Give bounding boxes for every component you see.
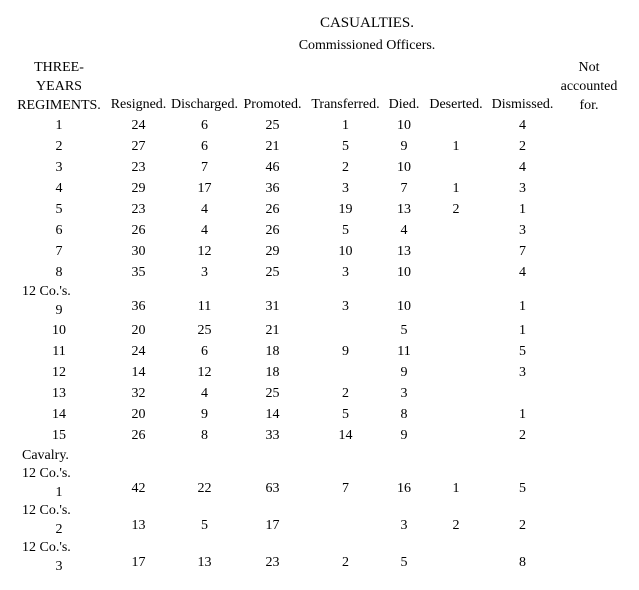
regiment-cell [12,362,106,383]
transferred-cell: 3 [342,299,349,314]
table-row [12,465,621,502]
regiment-cell [12,502,106,539]
regiment-number: 13 [52,386,66,401]
regiment-cell [12,115,106,136]
died-cell: 9 [400,139,408,154]
table-row [12,283,621,320]
deserted-cell [424,157,488,178]
promoted-cell: 46 [265,160,280,175]
not-accounted-cell [557,539,621,576]
dismissed-cell: 1 [519,323,526,338]
died-cell: 10 [397,299,411,314]
regiment-cell [12,157,106,178]
dismissed-cell: 1 [519,202,526,217]
died-cell: 5 [400,323,408,338]
discharged-cell: 3 [201,265,208,280]
dismissed-cell: 3 [519,223,526,238]
discharged-cell: 7 [201,160,208,175]
header-discharged: Discharged. [171,97,238,112]
regiment-cell [12,465,106,502]
transferred-cell: 5 [342,139,349,154]
header-deserted: Deserted. [429,97,483,112]
transferred-cell: 2 [342,160,349,175]
deserted-cell [424,283,488,320]
companies-label: 12 Co.'s. [22,466,71,481]
deserted-cell: 1 [452,481,460,496]
table-row [12,220,621,241]
promoted-cell: 23 [265,555,280,570]
resigned-cell: 36 [131,299,146,314]
discharged-cell: 9 [201,407,208,422]
discharged-cell: 6 [201,344,208,359]
regiment-cell [12,425,106,446]
promoted-cell: 21 [265,139,280,154]
not-accounted-cell [557,465,621,502]
promoted-cell: 17 [265,518,280,533]
died-cell: 10 [397,265,411,280]
promoted-cell: 14 [265,407,280,422]
table-row [12,539,621,576]
died-cell: 4 [400,223,408,238]
promoted-cell: 29 [265,244,280,259]
died-cell: 10 [397,160,411,175]
dismissed-cell: 4 [519,160,526,175]
deserted-cell [424,241,488,262]
deserted-cell [424,341,488,362]
died-cell: 3 [400,386,408,401]
promoted-cell: 31 [265,299,280,314]
resigned-cell: 17 [131,555,146,570]
discharged-cell: 8 [201,428,208,443]
transferred-cell: 7 [342,481,349,496]
transferred-cell: 1 [342,118,349,133]
not-accounted-cell [557,362,621,383]
regiment-number: 3 [55,559,63,574]
deserted-cell [424,383,488,404]
not-accounted-cell [557,220,621,241]
discharged-cell: 4 [201,386,208,401]
deserted-cell [424,115,488,136]
transferred-cell: 19 [338,202,353,217]
died-cell: 3 [400,518,408,533]
discharged-cell: 11 [197,299,212,314]
promoted-cell: 36 [265,181,280,196]
table-row [12,178,621,199]
deserted-cell [424,320,488,341]
table-row [12,115,621,136]
discharged-cell: 17 [197,181,212,196]
regiment-number: 7 [55,244,63,259]
regiment-number: 14 [52,407,66,422]
table-row [12,262,621,283]
not-accounted-cell [557,383,621,404]
resigned-cell: 23 [131,202,146,217]
dismissed-cell: 3 [519,181,526,196]
transferred-cell [307,320,384,341]
transferred-cell: 5 [342,223,349,238]
died-cell: 11 [397,344,411,359]
not-accounted-cell [557,178,621,199]
died-cell: 8 [400,407,408,422]
not-accounted-cell [557,320,621,341]
regiment-cell [12,199,106,220]
deserted-cell: 2 [452,518,460,533]
dismissed-cell: 8 [519,555,526,570]
dismissed-cell: 3 [519,365,526,380]
dismissed-cell [488,383,557,404]
died-cell: 13 [397,202,411,217]
dismissed-cell: 5 [519,481,526,496]
regiment-number: 8 [55,265,63,280]
resigned-cell: 24 [131,344,146,359]
promoted-cell: 26 [265,223,280,238]
table-row [12,404,621,425]
companies-label: 12 Co.'s. [22,284,71,299]
table-row [12,362,621,383]
regiment-cell [12,220,106,241]
discharged-cell: 12 [197,244,212,259]
resigned-cell: 29 [131,181,146,196]
regiment-number: 5 [55,202,63,217]
table-row [12,502,621,539]
dismissed-cell: 2 [519,428,526,443]
transferred-cell: 2 [342,555,349,570]
died-cell: 13 [397,244,411,259]
regiment-number: 4 [55,181,63,196]
discharged-cell: 12 [197,365,212,380]
deserted-cell: 1 [452,181,460,196]
regiment-cell [12,383,106,404]
died-cell: 9 [400,365,408,380]
regiment-cell [12,283,106,320]
not-accounted-cell [557,283,621,320]
regiment-number: 2 [55,139,63,154]
table-row [12,341,621,362]
regiment-cell [12,404,106,425]
casualties-table [12,58,621,576]
promoted-cell: 33 [265,428,280,443]
dismissed-cell: 1 [519,299,526,314]
header-resigned: Resigned. [110,97,167,112]
died-cell: 16 [397,481,411,496]
header-regiments: THREE- YEARS REGIMENTS. [17,60,101,113]
dismissed-cell: 7 [519,244,526,259]
discharged-cell: 5 [201,518,208,533]
regiment-number: 10 [52,323,66,338]
cavalry-section-row [12,446,621,465]
died-cell: 9 [400,428,408,443]
deserted-cell: 2 [452,202,460,217]
deserted-cell: 1 [452,139,460,154]
companies-label: 12 Co.'s. [22,503,71,518]
resigned-cell: 24 [131,118,146,133]
dismissed-cell: 2 [519,518,526,533]
regiment-number: 1 [55,118,63,133]
died-cell: 5 [400,555,408,570]
dismissed-cell: 2 [519,139,526,154]
resigned-cell: 26 [131,428,146,443]
companies-label: 12 Co.'s. [22,540,71,555]
regiment-cell [12,136,106,157]
not-accounted-cell [557,157,621,178]
not-accounted-cell [557,199,621,220]
resigned-cell: 23 [131,160,146,175]
transferred-cell [307,362,384,383]
resigned-cell: 26 [131,223,146,238]
transferred-cell: 14 [338,428,353,443]
transferred-cell: 2 [342,386,349,401]
table-row [12,157,621,178]
table-row [12,199,621,220]
transferred-cell: 5 [342,407,349,422]
died-cell: 7 [400,181,408,196]
discharged-cell: 25 [197,323,212,338]
deserted-cell [424,262,488,283]
dismissed-cell: 5 [519,344,526,359]
discharged-cell: 4 [201,202,208,217]
dismissed-cell: 4 [519,265,526,280]
discharged-cell: 6 [201,139,208,154]
deserted-cell [424,362,488,383]
resigned-cell: 30 [131,244,146,259]
resigned-cell: 35 [131,265,146,280]
died-cell: 10 [397,118,411,133]
table-row [12,425,621,446]
resigned-cell: 13 [131,518,146,533]
not-accounted-cell [557,425,621,446]
promoted-cell: 25 [265,118,280,133]
header-not-accounted: Not accounted for. [560,60,618,113]
header-promoted: Promoted. [243,97,302,112]
discharged-cell: 22 [197,481,212,496]
table-title: CASUALTIES. [319,15,415,31]
promoted-cell: 18 [265,344,280,359]
resigned-cell: 20 [131,323,146,338]
table-row [12,320,621,341]
table-row [12,383,621,404]
resigned-cell: 14 [131,365,146,380]
discharged-cell: 4 [201,223,208,238]
not-accounted-cell [557,241,621,262]
cavalry-label: Cavalry. [22,448,69,463]
discharged-cell: 6 [201,118,208,133]
transferred-cell: 10 [338,244,353,259]
regiment-number: 9 [55,303,63,318]
regiment-cell [12,241,106,262]
regiment-cell [12,178,106,199]
dismissed-cell: 4 [519,118,526,133]
promoted-cell: 21 [265,323,280,338]
regiment-number: 2 [55,522,63,537]
not-accounted-cell [557,115,621,136]
promoted-cell: 63 [265,481,280,496]
promoted-cell: 25 [265,265,280,280]
header-transferred: Transferred. [311,97,380,112]
regiment-number: 3 [55,160,63,175]
table-subtitle: Commissioned Officers. [298,38,436,53]
regiment-cell [12,320,106,341]
discharged-cell: 13 [197,555,212,570]
regiment-number: 11 [52,344,66,359]
regiment-number: 6 [55,223,63,238]
promoted-cell: 18 [265,365,280,380]
regiment-number: 12 [52,365,66,380]
header-row [12,58,621,115]
regiment-cell [12,341,106,362]
table-body [12,115,621,576]
not-accounted-cell [557,136,621,157]
header-died: Died. [388,97,420,112]
table-row [12,241,621,262]
deserted-cell [424,220,488,241]
dismissed-cell: 1 [519,407,526,422]
resigned-cell: 42 [131,481,146,496]
resigned-cell: 32 [131,386,146,401]
not-accounted-cell [557,341,621,362]
not-accounted-cell [557,502,621,539]
deserted-cell [424,539,488,576]
regiment-number: 1 [55,485,63,500]
promoted-cell: 25 [265,386,280,401]
transferred-cell [307,502,384,539]
deserted-cell [424,425,488,446]
deserted-cell [424,404,488,425]
regiment-cell [12,262,106,283]
transferred-cell: 9 [342,344,349,359]
transferred-cell: 3 [342,265,349,280]
table-row [12,136,621,157]
header-dismissed: Dismissed. [491,97,554,112]
promoted-cell: 26 [265,202,280,217]
not-accounted-cell [557,262,621,283]
transferred-cell: 3 [342,181,349,196]
not-accounted-cell [557,404,621,425]
regiment-cell [12,539,106,576]
resigned-cell: 27 [131,139,146,154]
regiment-number: 15 [52,428,66,443]
resigned-cell: 20 [131,407,146,422]
